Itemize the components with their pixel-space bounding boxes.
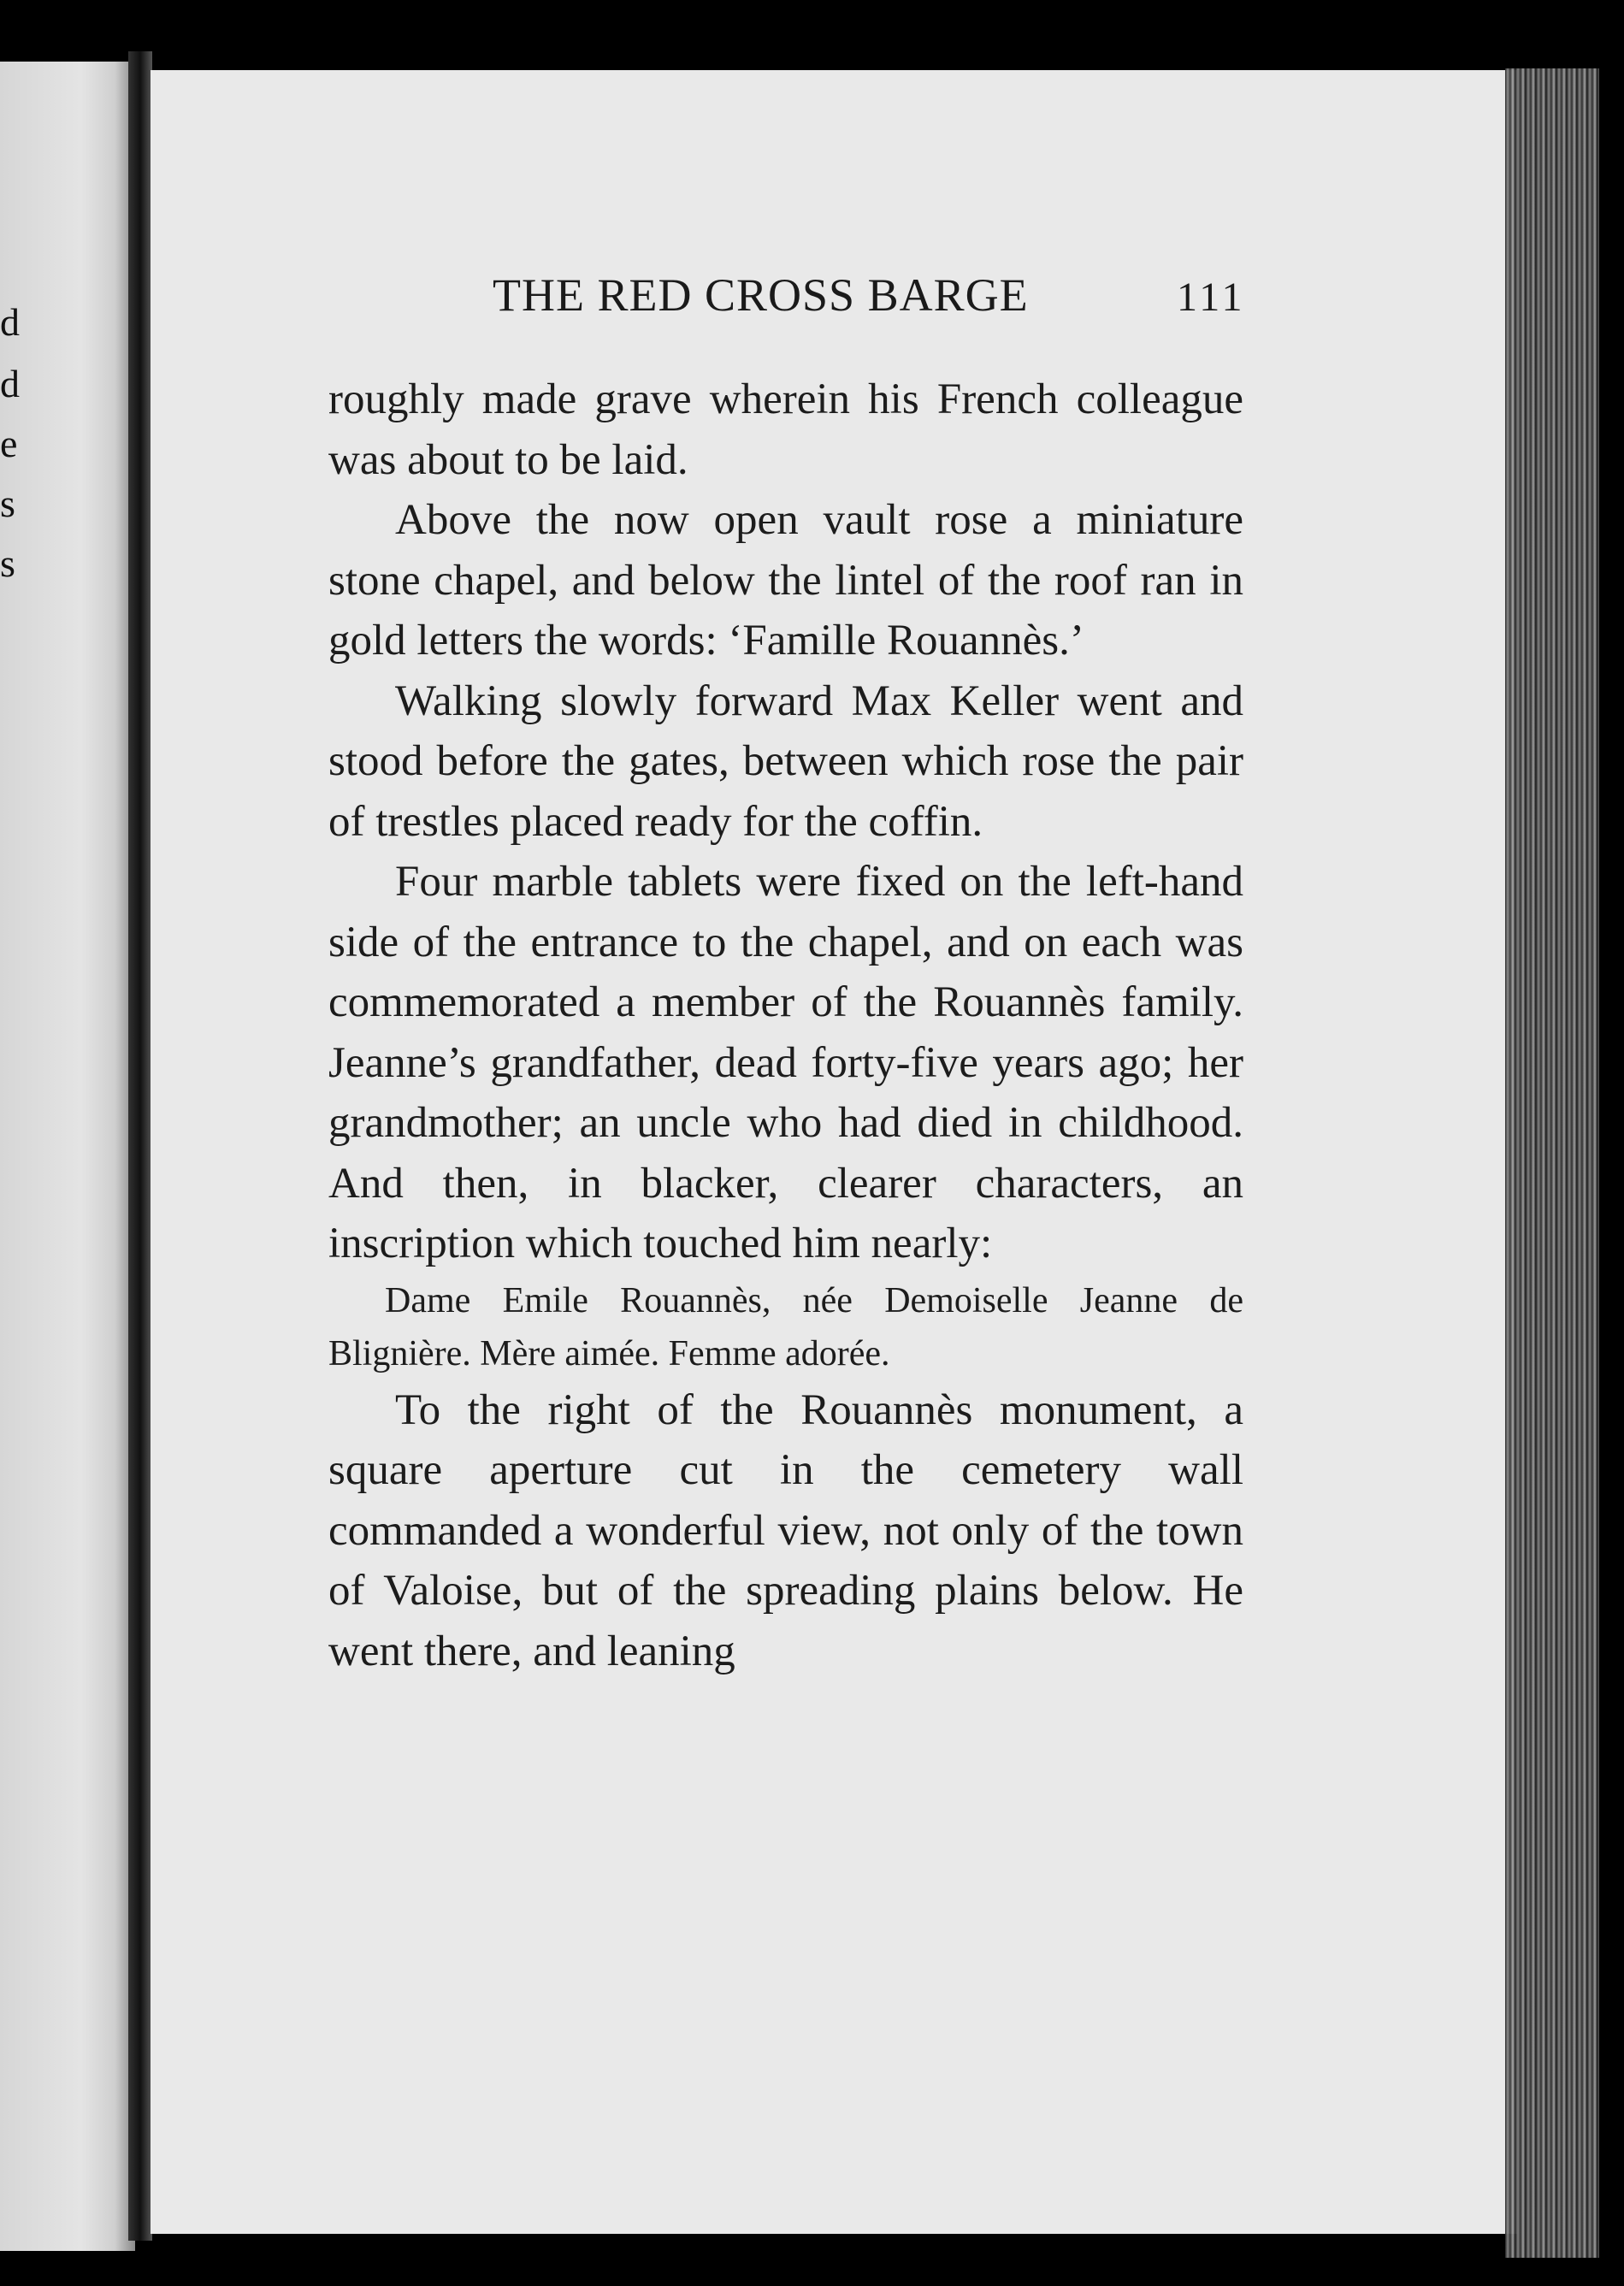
body-text: [328, 369, 1243, 1681]
prev-page-fragment: d: [0, 300, 20, 344]
book-gutter: [128, 51, 152, 2241]
prev-page-fragment: s: [0, 541, 15, 585]
paragraph: Walking slowly forward Max Keller went and stood before the gates, between which rose the pair of trestles placed ready for the coffin.: [328, 676, 1243, 846]
previous-page-edge: [0, 62, 135, 2251]
inscription: Dame Emile Rouannès, née Demoiselle Jeanne de Blignière. Mère aimée. Femme adorée.: [328, 1280, 1243, 1373]
page-number: 111: [1177, 275, 1246, 320]
page-stack-edge: [1505, 68, 1599, 2258]
prev-page-fragment: d: [0, 362, 20, 405]
paragraph: To the right of the Rouannès monument, a square aperture cut in the cemetery wall commanded a wonderful view, not only of the town of Valoise, but of the spreading plains below. He went there, and leaning: [328, 1385, 1243, 1675]
book-page: [151, 70, 1517, 2234]
paragraph: roughly made grave wherein his French colleague was about to be laid.: [328, 375, 1243, 484]
prev-page-fragment: e: [0, 422, 18, 465]
paragraph: Four marble tablets were fixed on the left-hand side of the entrance to the chapel, and on each was commemorated a member of the Rouannès family. Jeanne’s grandfather, dead forty-five years ago; her grandmother; an uncle who had died in childhood. And then, in blacker, clearer characters, an inscription which touched him nearly:: [328, 858, 1243, 1267]
running-title: THE RED CROSS BARGE: [493, 269, 1029, 321]
page-header: [151, 269, 1517, 328]
paragraph: Above the now open vault rose a miniature stone chapel, and below the lintel of the roof ran in gold letters the words: ‘Famille Rouannès.’: [328, 496, 1243, 665]
prev-page-fragment: s: [0, 481, 15, 525]
